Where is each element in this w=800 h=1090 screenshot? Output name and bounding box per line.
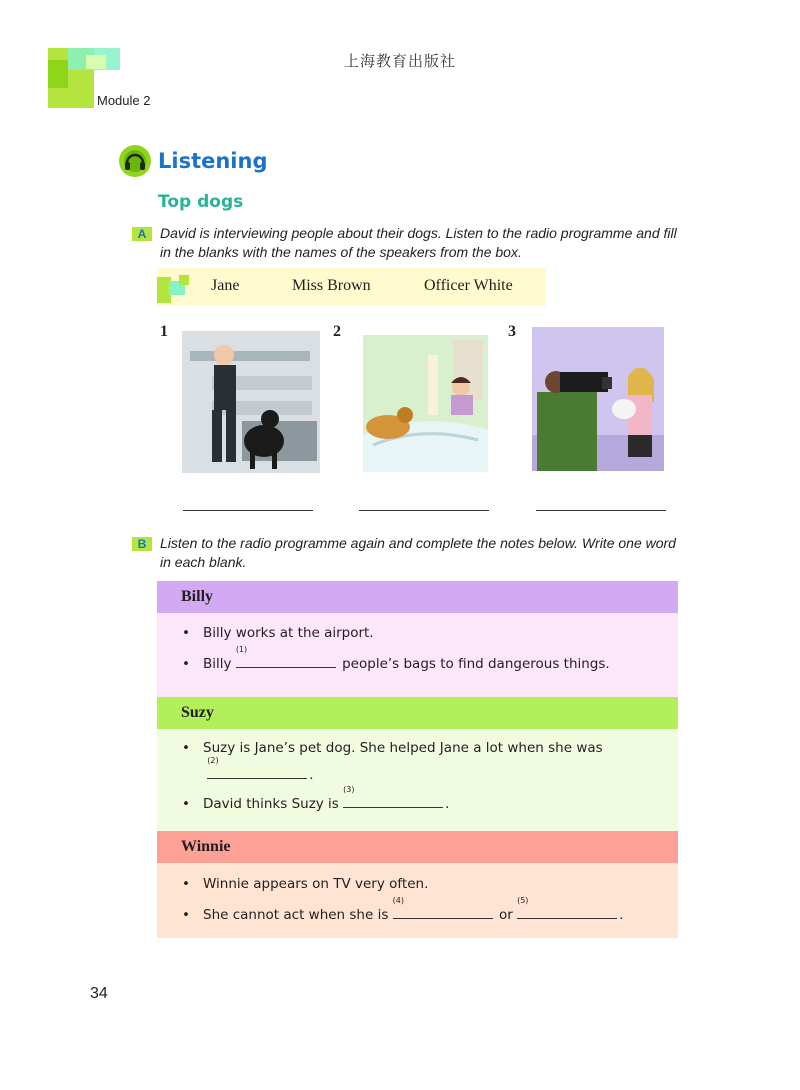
name-option: Jane <box>211 277 240 294</box>
panel-header-winnie: Winnie <box>157 831 678 863</box>
note-item: • Billy (1) people’s bags to find dangerous things. <box>182 645 610 672</box>
answer-blank-1[interactable] <box>183 510 313 511</box>
name-option: Officer White <box>424 277 513 294</box>
answer-blank-2[interactable] <box>359 510 489 511</box>
section-subtitle: Top dogs <box>158 192 244 212</box>
answer-blank-3[interactable] <box>536 510 666 511</box>
name-option: Miss Brown <box>292 277 371 294</box>
panel-body-winnie <box>157 863 678 938</box>
tv-camera-illustration <box>532 327 664 471</box>
picture-number: 1 <box>160 323 168 340</box>
answer-blank-4[interactable]: (4) <box>393 904 493 919</box>
listening-heading <box>118 142 268 180</box>
note-item: • Billy works at the airport. <box>182 625 374 641</box>
picture-number: 2 <box>333 323 341 340</box>
hospital-dog-illustration <box>363 335 488 472</box>
headphones-icon <box>118 144 152 178</box>
publisher-name: 上海教育出版社 <box>343 52 456 70</box>
page-number: 34 <box>90 985 108 1002</box>
names-box <box>157 268 546 306</box>
box-corner-decoration <box>157 273 193 303</box>
answer-blank-3[interactable]: (3) <box>343 793 443 808</box>
panel-header-suzy: Suzy <box>157 697 678 729</box>
note-item: • Suzy is Jane’s pet dog. She helped Jane a lot when she was <box>182 740 603 756</box>
answer-blank-2[interactable]: (2) <box>207 764 307 779</box>
note-item: (2) . <box>207 756 314 783</box>
answer-blank-5[interactable]: (5) <box>517 904 617 919</box>
part-a-badge: A <box>132 227 152 241</box>
part-b-badge: B <box>132 537 152 551</box>
answer-blank-1[interactable]: (1) <box>236 653 336 668</box>
note-item: • Winnie appears on TV very often. <box>182 876 429 892</box>
module-label: Module 2 <box>97 93 151 108</box>
section-title: Listening <box>158 149 268 173</box>
part-b-instruction: Listen to the radio programme again and complete the notes below. Write one word in each blank. <box>160 535 676 570</box>
note-item: • David thinks Suzy is (3) . <box>182 785 450 812</box>
note-item: • She cannot act when she is (4) or (5) . <box>182 896 624 923</box>
part-a-instruction: David is interviewing people about their dogs. Listen to the radio programme and fill in the blanks with the names of the speakers from the box. <box>160 225 677 260</box>
panel-header-billy: Billy <box>157 581 678 613</box>
police-dog-illustration <box>182 331 320 473</box>
picture-number: 3 <box>508 323 516 340</box>
